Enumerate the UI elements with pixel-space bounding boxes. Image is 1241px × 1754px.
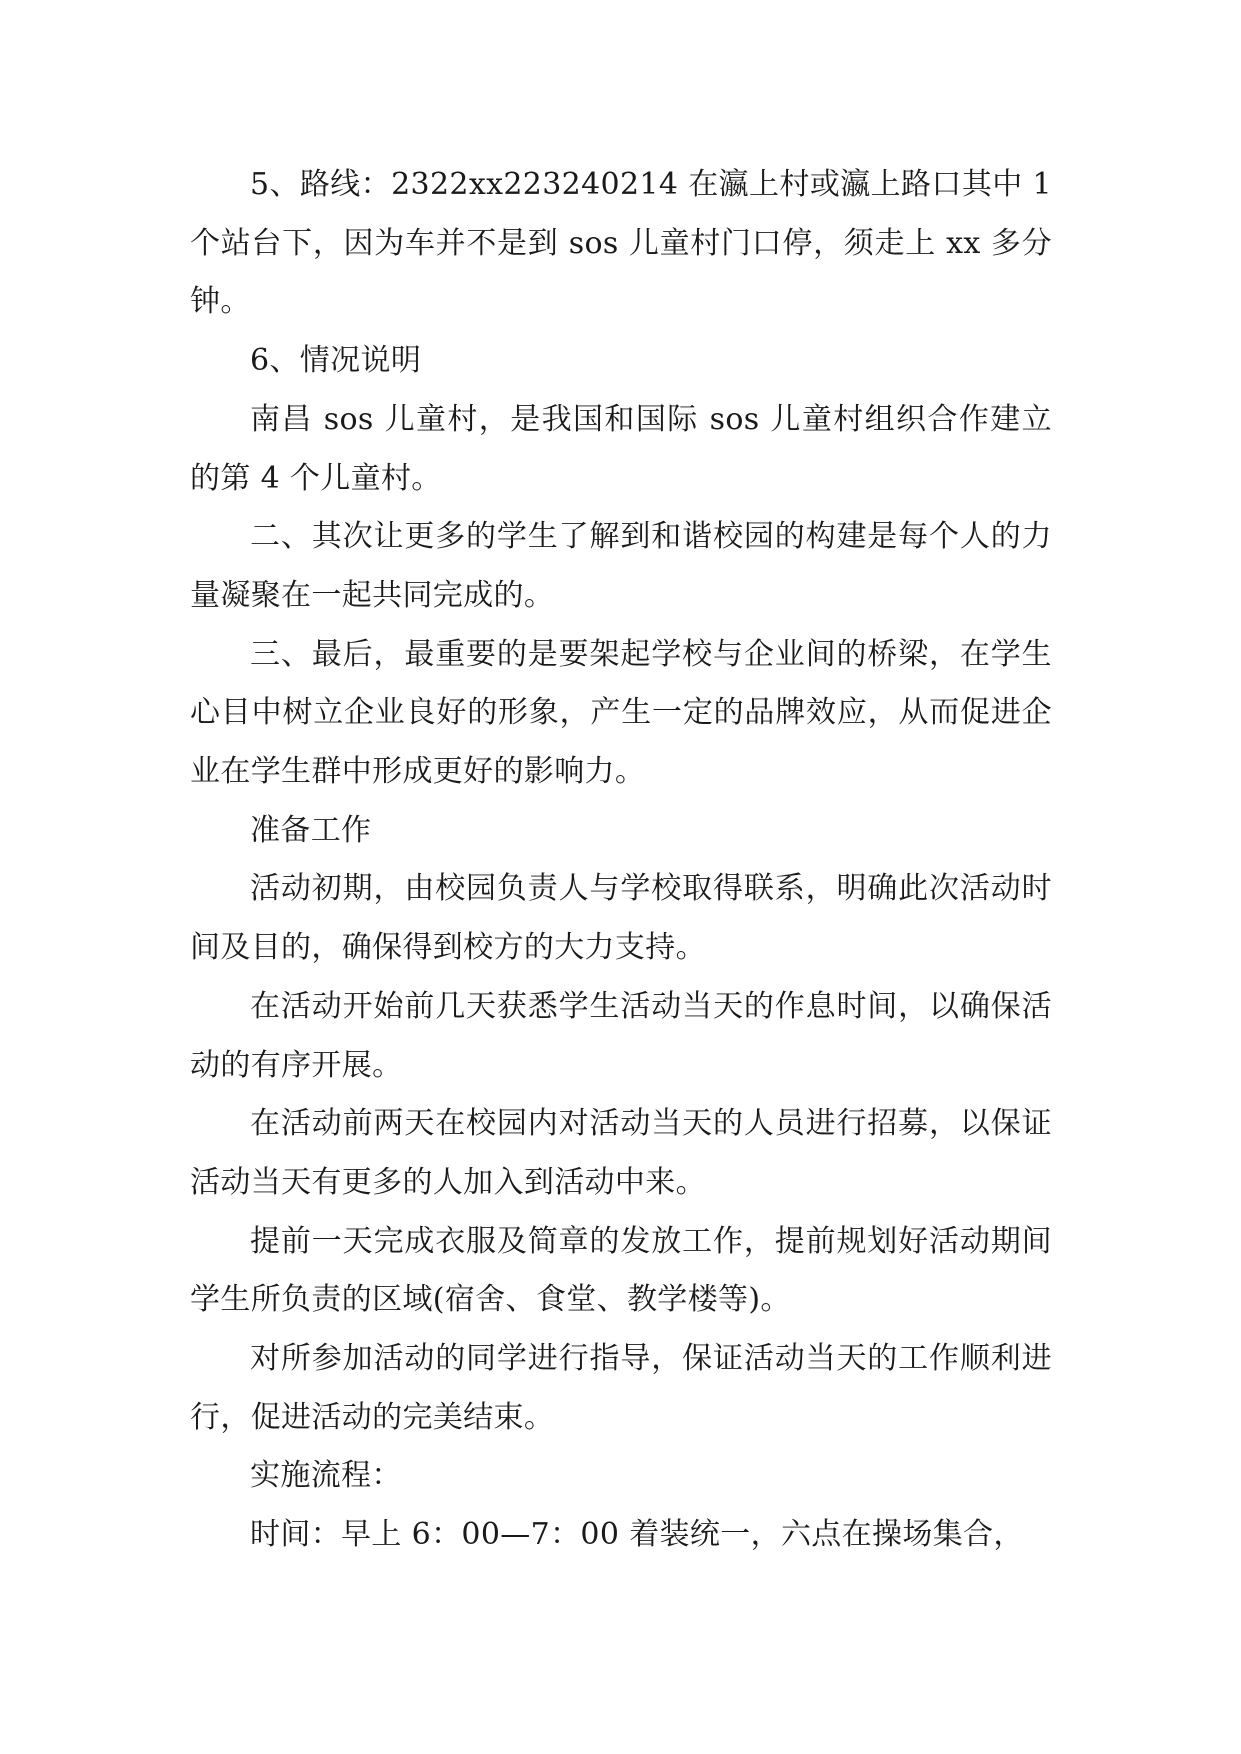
paragraph-nanchang-village: 南昌 sos 儿童村，是我国和国际 sos 儿童村组织合作建立的第 4 个儿童村。: [190, 401, 1052, 496]
paragraph-schedule-check: 在活动开始前几天获悉学生活动当天的作息时间，以确保活动的有序开展。: [190, 988, 1052, 1083]
paragraph-early-stage: 活动初期，由校园负责人与学校取得联系，明确此次活动时间及目的，确保得到校方的大力支持。: [190, 871, 1052, 966]
document-body: [190, 156, 1052, 1565]
paragraph-time: 时间：早上 6：00—7：00 着装统一，六点在操场集合，: [250, 1517, 1024, 1553]
paragraph-preparation-heading: 准备工作: [250, 812, 372, 848]
paragraph-route: 5、路线：2322xx223240214 在瀛上村或瀛上路口其中 1 个站台下，因为车并不是到 sos 儿童村门口停，须走上 xx 多分钟。: [190, 167, 1052, 320]
paragraph-guidance: 对所参加活动的同学进行指导，保证活动当天的工作顺利进行，促进活动的完美结束。: [190, 1341, 1052, 1435]
paragraph-process-heading: 实施流程：: [250, 1458, 402, 1494]
paragraph-distribution: 提前一天完成衣服及简章的发放工作，提前规划好活动期间学生所负责的区域(宿舍、食堂、教学楼等)。: [190, 1223, 1052, 1318]
paragraph-recruitment: 在活动前两天在校园内对活动当天的人员进行招募，以保证活动当天有更多的人加入到活动中来。: [190, 1106, 1052, 1200]
paragraph-third-goal: 三、最后，最重要的是要架起学校与企业间的桥梁，在学生心目中树立企业良好的形象，产生一定的品牌效应，从而促进企业在学生群中形成更好的影响力。: [190, 636, 1052, 790]
paragraph-situation-heading: 6、情况说明: [250, 343, 422, 379]
paragraph-second-goal: 二、其次让更多的学生了解到和谐校园的构建是每个人的力量凝聚在一起共同完成的。: [190, 519, 1052, 613]
